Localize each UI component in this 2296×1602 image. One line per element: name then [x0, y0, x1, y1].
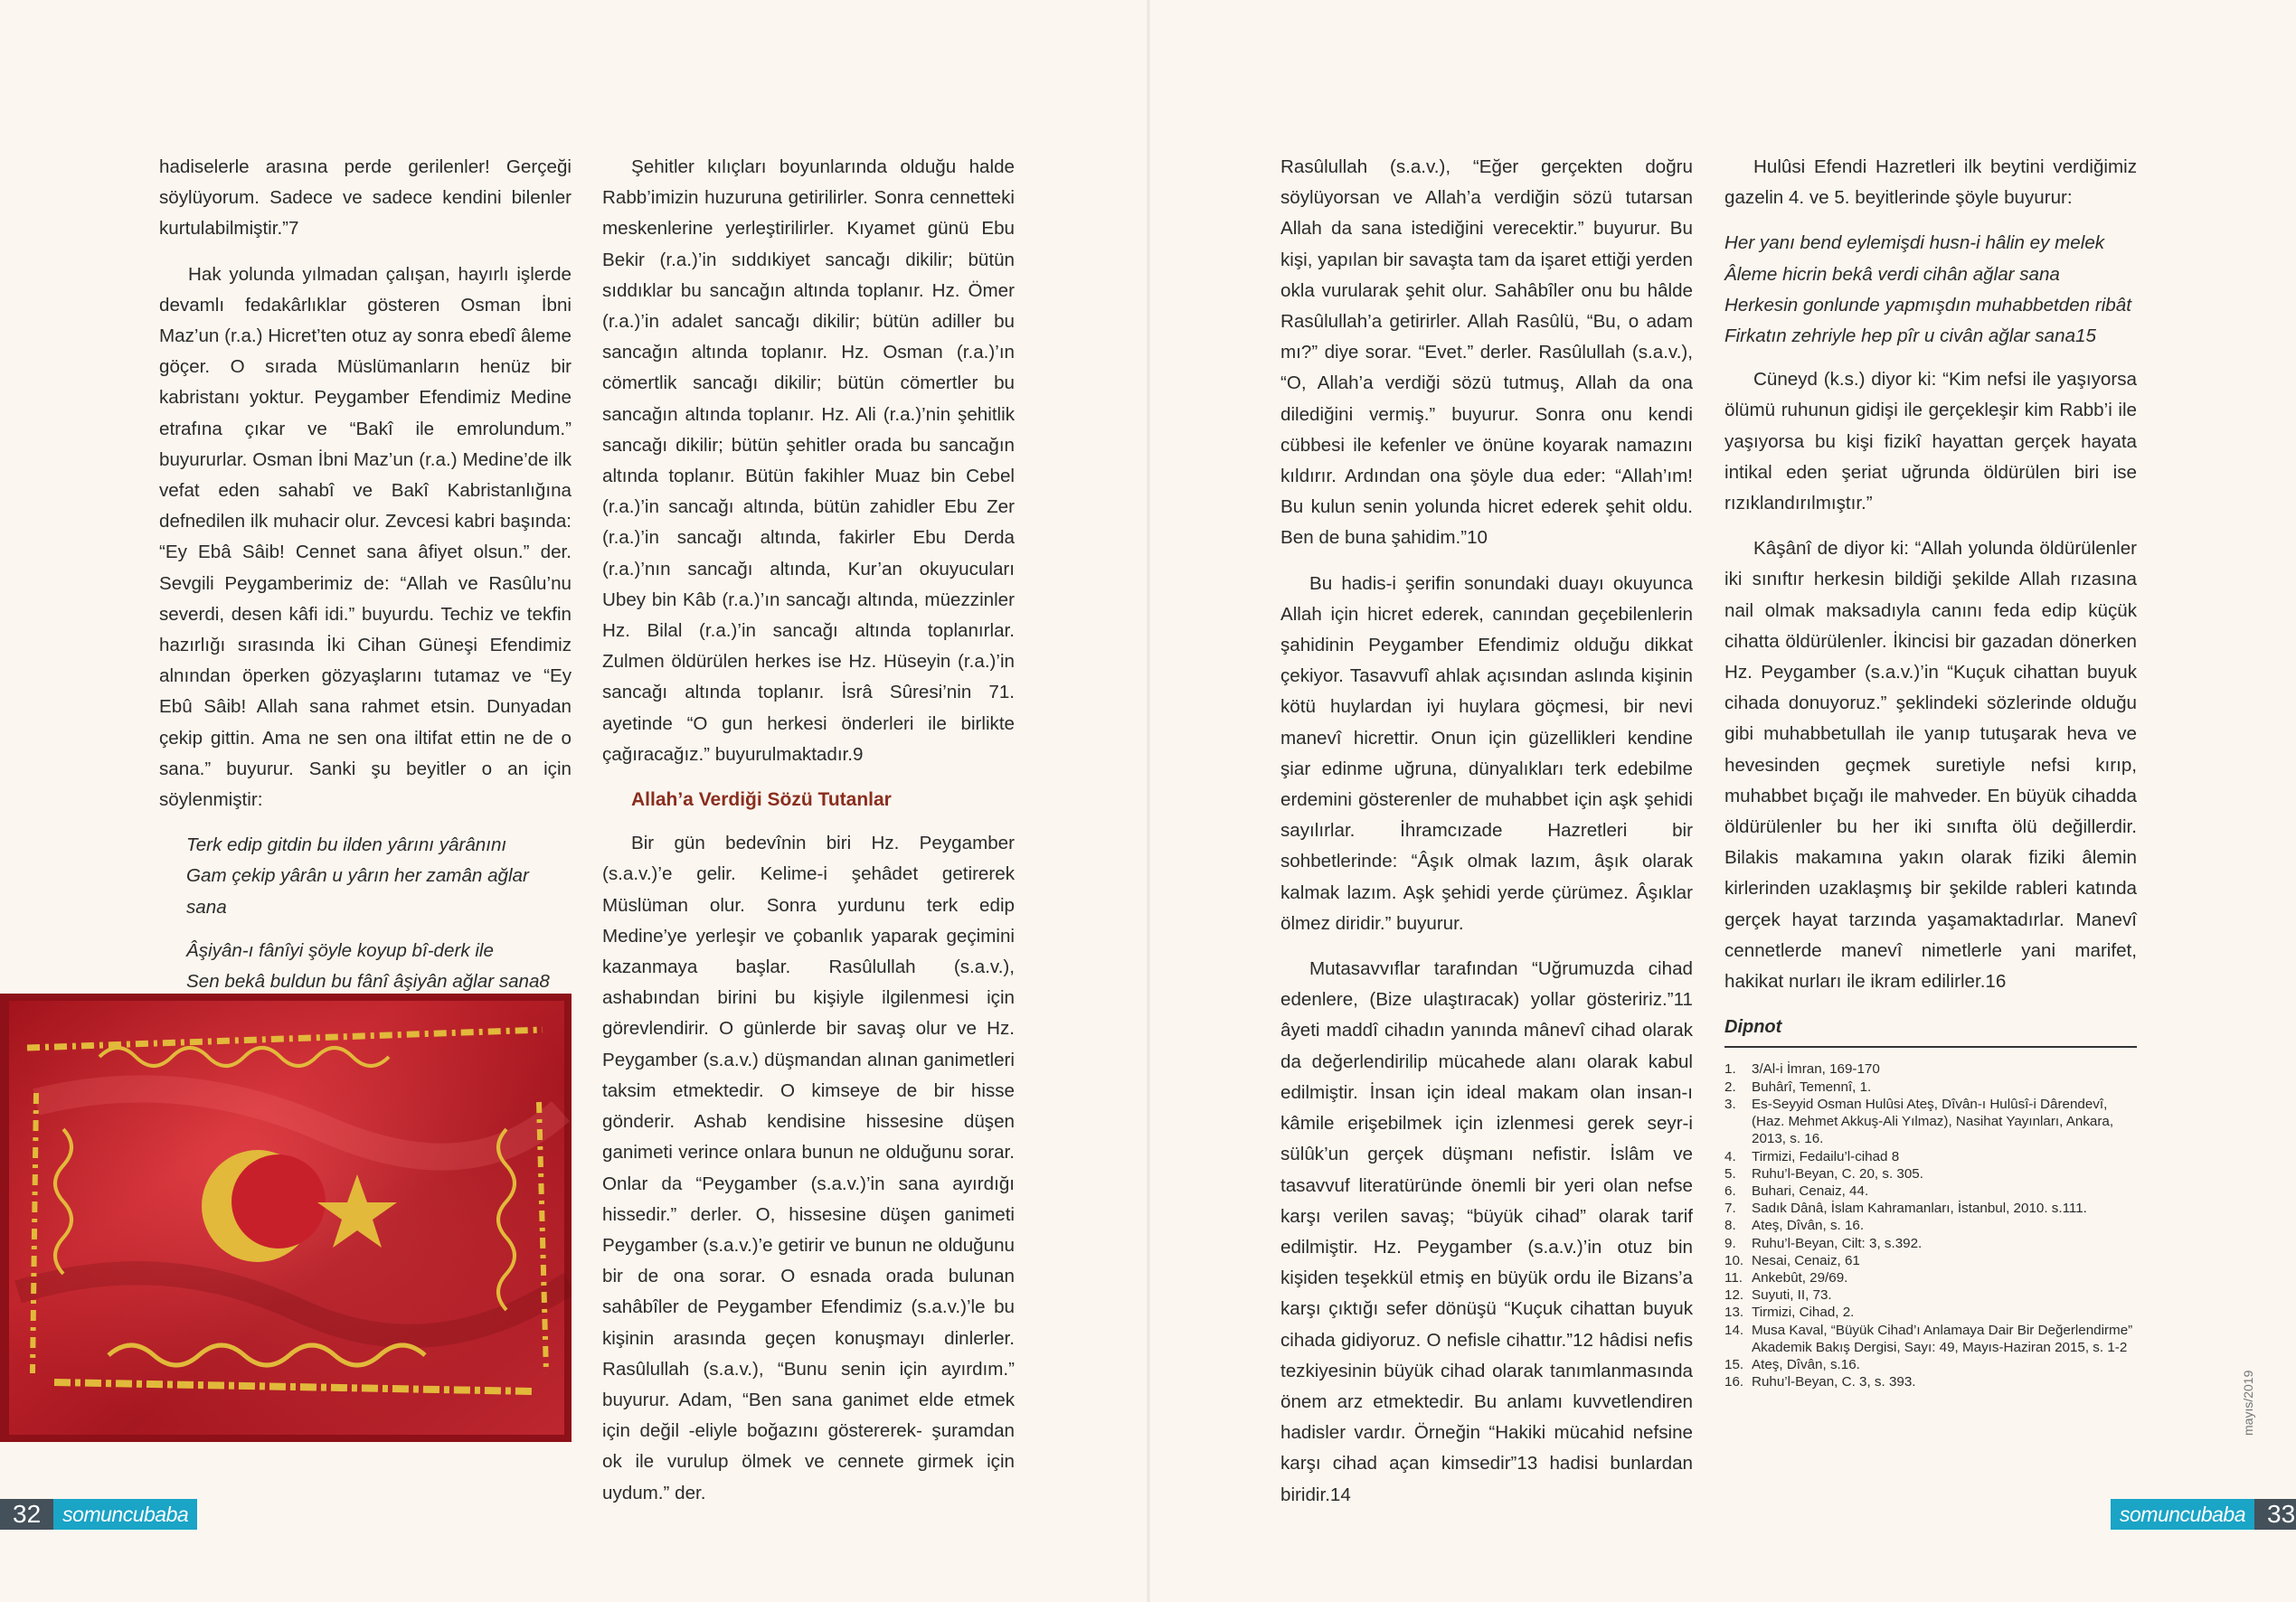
footnote-item	[1724, 1200, 2137, 1217]
footnote-number: 11.	[1724, 1269, 1743, 1286]
page-gutter	[1147, 0, 1150, 1602]
paragraph: Mutasavvıflar tarafından “Uğrumuzda cihad edenlere, (Bize ulaştıracak) yollar gösteririz.”11 âyeti maddî cihadın yanında mânevî cihad olarak da değerlendirilip mücahede alanı olarak kabul edilmiştir. İnsan için ideal makam olan insan-ı kâmile erişebilmek için izlenmesi gerek seyr-i sülûk’un gerçek düşmanı nefistir. İslâm ve tasavvuf literatüründe önemli bir yeri olan nefse karşı verilen savaş; “büyük cihad” olarak tarif edilmiştir. Hz. Peygamber (s.a.v.)’in otuz bin kişiden teşekkül etmiş en büyük ordu ile Bizans’a karşı çıktığı sefer dönüşü “Kuçuk cihattan buyuk cihada gidiyoruz. O nefisle cihattır.”12 hâdisi nefis tezkiyesinin büyük cihad olarak tanımlanmasında önem arz etmektedir. Bu anlamı kuvvetlendiren hadisler vardır. Örneğin “Hakiki mücahid nefsine karşı cihad açan kimsedir”13 hadisi bunlardan biridir.14	[1280, 958, 1693, 1505]
footnote-number: 12.	[1724, 1287, 1744, 1304]
footnote-item	[1724, 1286, 2137, 1304]
issue-date: mayıs/2019	[2241, 1370, 2255, 1436]
verse-line: Firkatın zehriyle hep pîr u civân ağlar sana15	[1724, 325, 2096, 347]
footnote-text: 3/Al-i İmran, 169-170	[1752, 1061, 1880, 1078]
footnote-text: Sadık Dânâ, İslam Kahramanları, İstanbul, 2010. s.111.	[1752, 1201, 2087, 1217]
footnote-number: 3.	[1724, 1096, 1736, 1112]
footnote-number: 10.	[1724, 1252, 1744, 1268]
footnote-text: Tirmizi, Cihad, 2.	[1752, 1305, 1855, 1321]
footnote-item	[1724, 1252, 2137, 1269]
footnote-item	[1724, 1217, 2137, 1234]
page-number: 33	[2254, 1499, 2296, 1530]
paragraph: Bir gün bedevînin biri Hz. Peygamber (s.a.v.)’e gelir. Kelime-i şehâdet getirerek Müslüman olur. Sonra yurdunu terk edip Medine’ye yerleşir ve çobanlık yaparak geçimini kazanmaya başlar. Rasûlullah (s.a.v.), ashabından birini bu kişiyle ilgilenmesi için görevlendirir. O günlerde bir savaş olur ve Hz. Peygamber (s.a.v.) düşmandan alınan ganimetleri taksim etmektedir. O kimseye de bir hisse gönderir. Ashab kendisine hissesine düşen ganimeti verince onlara bunun ne olduğunu sorar. Onlar da “Peygamber (s.a.v.)’in sana ayırdığı hissedir.” derler. O, hissesine düşen ganimeti Peygamber (s.a.v.)’e getirir ve bunun ne olduğunu bir de ona sorar. O esnada orada bulunan sahâbîler de Peygamber Efendimiz (s.a.v.)’le bu kişinin arasında geçen konuşmayı dinlerler. Rasûlullah (s.a.v.), “Bunu senin için ayırdım.” buyurur. Adam, “Ben sana ganimet elde etmek için değil -eliyle boğazını göstererek- şuramdan ok ile vurulup ölmek ve cennete girmek için uydum.” der.	[602, 833, 1015, 1503]
verse-line: Her yanı bend eylemişdi husn-i hâlin ey melek	[1724, 232, 2105, 254]
footnote-text: Buhari, Cenaiz, 44.	[1752, 1183, 1869, 1199]
paragraph: Şehitler kılıçları boyunlarında olduğu halde Rabb’imizin huzuruna getirilirler. Sonra cennetteki meskenlerine yerleştirilirler. Kıyamet günü Ebu Bekir (r.a.)’in sıddıkiyet sancağı dikilir; bütün sıddıklar bu sancağın altında toplanır. Hz. Ömer (r.a.)’in adalet sancağı dikilir; bütün adiller bu sancağın altında toplanır. Hz. Osman (r.a.)’ın cömertlik sancağı dikilir; bütün cömertler bu sancağın altında toplanır. Hz. Ali (r.a.)’nin şehitlik sancağı dikilir; bütün şehitler orada bu sancağın altında toplanır. Bütün fakihler Muaz bin Cebel (r.a.)’in sancağı altında, bütün zahidler Ebu Zer (r.a.)’in sancağı altında, fakirler Ebu Derda (r.a.)’nın sancağı altında, Kur’an okuyucuları Ubey bin Kâb (r.a.)’ın sancağı altında, müezzinler Hz. Bilal (r.a.)’in sancağı altında toplanırlar. Zulmen öldürülen herkes ise Hz. Hüseyin (r.a.)’in sancağı altında toplanır. İsrâ Sûresi’nin 71. ayetinde “O gun herkesi önderleri ile birlikte çağıracağız.” buyurulmaktadır.9	[602, 156, 1015, 765]
footnote-item	[1724, 1269, 2137, 1286]
footnote-text: Nesai, Cenaiz, 61	[1752, 1252, 1860, 1268]
footnote-number: 2.	[1724, 1079, 1736, 1095]
column-2	[602, 152, 1015, 1523]
footnotes-list	[1724, 1060, 2137, 1390]
footnotes-title: Dipnot	[1724, 1012, 2137, 1048]
footnote-text: Musa Kaval, “Büyük Cihad’ı Anlamaya Dair Bir Değerlendirme” Akademik Bakış Dergisi, Sayı: 49, Mayıs-Haziran 2015, s. 1-2	[1752, 1322, 2133, 1355]
verse-line: Herkesin gonlunde yapmışdın muhabbetden ribât	[1724, 294, 2131, 316]
footnote-text: Ankebût, 29/69.	[1752, 1269, 1848, 1286]
verse-line: Âşiyân-ı fânîyi şöyle koyup bî-derk ile	[186, 939, 494, 961]
verse	[159, 830, 572, 923]
flag-image	[0, 994, 572, 1442]
paragraph: Bu hadis-i şerifin sonundaki duayı okuyunca Allah için hicret ederek, canından geçebilenlerin şahidinin Peygamber Efendimiz olduğu dikkat çekiyor. Tasavvufî ahlak açısından aslında kişinin kötü huylardan iyi huylara göçmesi, bir nevi manevî hicrettir. Onun için güzellikleri kendine şiar edinme uğruna, dünyalıkları terk edebilme erdemini gösterenler de muhabbet için aşk şehidi sayılırlar. İhramcızade Hazretleri bir sohbetlerinde: “Âşık olmak lazım, âşık olarak kalmak lazım. Aşk şehidi yerde çürümez. Âşıklar ölmez diridir.” buyurur.	[1280, 572, 1693, 934]
footnote-item	[1724, 1165, 2137, 1183]
footnote-text: Suyuti, II, 73.	[1752, 1287, 1832, 1304]
paragraph: Rasûlullah (s.a.v.), “Eğer gerçekten doğru söylüyorsan ve Allah’a verdiğin sözü tutarsan Allah da sana istediğini verecektir.” buyurur. Bu kişi, yapılan bir savaşta tam da işaret ettiği yerden okla vurularak şehit olur. Sahâbîler onu bu hâlde Rasûlullah’a getirirler. Allah Rasûlü, “Bu, o adam mı?” diye sorar. “Evet.” derler. Rasûlullah (s.a.v.), “O, Allah’a verdiği sözü tutmuş, Allah da ona dilediğini vermiş.” buyurur. Sonra onu kendi cübbesi ile kefenler ve önüne koyarak namazını kıldırır. Ardından ona şöyle dua eder: “Allah’ım! Bu kulun senin yolunda hicret ederek şehit oldu. Ben de buna şahidim.”10	[1280, 156, 1693, 549]
footnote-number: 16.	[1724, 1374, 1744, 1390]
verse-line: Gam çekip yârân u yârın her zamân ağlar sana	[186, 865, 529, 918]
paragraph: Hulûsi Efendi Hazretleri ilk beytini verdiğimiz gazelin 4. ve 5. beyitlerinde şöyle buyurur:	[1724, 156, 2137, 209]
footnote-text: Es-Seyyid Osman Hulûsi Ateş, Dîvân-ı Hulûsî-i Dârendevî, (Haz. Mehmet Akkuş-Ali Yılmaz), Nasihat Yayınları, Ankara, 2013, s. 16.	[1752, 1096, 2114, 1147]
footnote-text: Ruhu’l-Beyan, C. 20, s. 305.	[1752, 1165, 1923, 1182]
folio-right	[2111, 1499, 2296, 1530]
footnote-number: 13.	[1724, 1305, 1744, 1321]
footnote-item	[1724, 1096, 2137, 1148]
footnote-number: 9.	[1724, 1235, 1736, 1251]
footnote-item	[1724, 1079, 2137, 1096]
verse-line: Sen bekâ buldun bu fânî âşiyân ağlar sana8	[186, 971, 550, 993]
footnote-number: 14.	[1724, 1322, 1744, 1338]
footnote-item	[1724, 1356, 2137, 1373]
verse	[159, 936, 572, 997]
column-3	[1280, 152, 1693, 1525]
footnote-item	[1724, 1235, 2137, 1252]
footnote-number: 6.	[1724, 1183, 1736, 1199]
footnote-number: 4.	[1724, 1148, 1736, 1164]
brand-logo: somuncubaba	[53, 1499, 197, 1530]
footnote-text: Ateş, Dîvân, s.16.	[1752, 1356, 1860, 1372]
verse	[1724, 228, 2137, 352]
footnote-item	[1724, 1304, 2137, 1321]
folio-left	[0, 1499, 197, 1530]
footnote-number: 7.	[1724, 1201, 1736, 1217]
footnote-item	[1724, 1060, 2137, 1078]
footnote-number: 5.	[1724, 1165, 1736, 1182]
footnote-text: Buhârî, Temennî, 1.	[1752, 1079, 1872, 1095]
column-1	[159, 152, 572, 1010]
paragraph: Cüneyd (k.s.) diyor ki: “Kim nefsi ile yaşıyorsa ölümü ruhunun gidişi ile gerçekleşir kim Rabb’i ile yaşıyorsa bu kişi fizikî hayattan gerçek hayata intikal eden şeriat uğrunda öldürülen biri ise rızıklandırılmıştır.”	[1724, 369, 2137, 514]
footnote-item	[1724, 1373, 2137, 1390]
paragraph: Kâşânî de diyor ki: “Allah yolunda öldürülenler iki sınıftır herkesin bildiği şekilde Allah rızasına nail olmak maksadıyla canını feda edip küçük cihatta öldürülenler. İkincisi bir gazadan dönerken Hz. Peygamber (s.a.v.)’in “Kuçuk cihattan buyuk cihada donuyoruz.” şeklindeki sözlerinde olduğu gibi muhabbetullah ile yanıp tutuşarak heva ve hevesinden geçmek suretiyle nefsi kırıp, muhabbet bıçağı ile mahveder. En büyük cihadda öldürülenler bu her iki sınıfta ölü değillerdir. Bilakis makamına yakın olarak fiziki âlemin kirlerinden uzaklaşmış bir şekilde rableri katında gerçek hayat tarzında yaşamaktadırlar. Manevî cennetlerde manevî nimetlerle yani marifet, hakikat nurları ile ikram edilirler.16	[1724, 538, 2137, 993]
footnote-item	[1724, 1322, 2137, 1356]
footnote-text: Ruhu’l-Beyan, Cilt: 3, s.392.	[1752, 1235, 1923, 1251]
footnote-item	[1724, 1148, 2137, 1165]
footnote-text: Ruhu’l-Beyan, C. 3, s. 393.	[1752, 1374, 1916, 1390]
footnote-item	[1724, 1183, 2137, 1200]
footnote-number: 8.	[1724, 1218, 1736, 1234]
verse-line: Terk edip gitdin bu ilden yârını yârânını	[186, 834, 507, 856]
footnote-text: Ateş, Dîvân, s. 16.	[1752, 1218, 1865, 1234]
verse-line: Âleme hicrin bekâ verdi cihân ağlar sana	[1724, 263, 2060, 285]
page-number: 32	[0, 1499, 53, 1530]
brand-logo: somuncubaba	[2111, 1499, 2254, 1530]
footnote-number: 15.	[1724, 1356, 1744, 1372]
footnote-text: Tirmizi, Fedailu’l-cihad 8	[1752, 1148, 1900, 1164]
section-heading: Allah’a Verdiği Sözü Tutanlar	[631, 789, 892, 811]
footnote-number: 1.	[1724, 1061, 1736, 1078]
paragraph: hadiselerle arasına perde gerilenler! Gerçeği söylüyorum. Sadece ve sadece kendini bilenler kurtulabilmiştir.”7	[159, 156, 572, 240]
column-4	[1724, 152, 2137, 1390]
paragraph: Hak yolunda yılmadan çalışan, hayırlı işlerde devamlı fedakârlıklar gösteren Osman İbni Maz’un (r.a.) Hicret’ten otuz ay sonra ebedî âleme göçer. O sırada Müslümanların henüz bir kabristanı yoktur. Peygamber Efendimiz Medine etrafına çıkar ve “Bakî ile emrolundum.” buyururlar. Osman İbni Maz’un (r.a.) Medine’de ilk vefat eden sahabî ve Bakî Kabristanlığına defnedilen ilk muhacir olur. Zevcesi kabri başında: “Ey Ebâ Sâib! Cennet sana âfiyet olsun.” der. Sevgili Peygamberimiz de: “Allah ve Rasûlu’nu severdi, desen kâfi idi.” buyurdu. Techiz ve tekfin hazırlığı sırasında İki Cihan Güneşi Efendimiz alnından öperken gözyaşlarını tutamaz ve “Ey Ebû Sâib! Allah sana rahmet etsin. Dunyadan çekip gittin. Ama ne sen ona iltifat ettin ne de o sana.” buyurur. Sanki şu beyitler o an için söylenmiştir:	[159, 263, 572, 811]
